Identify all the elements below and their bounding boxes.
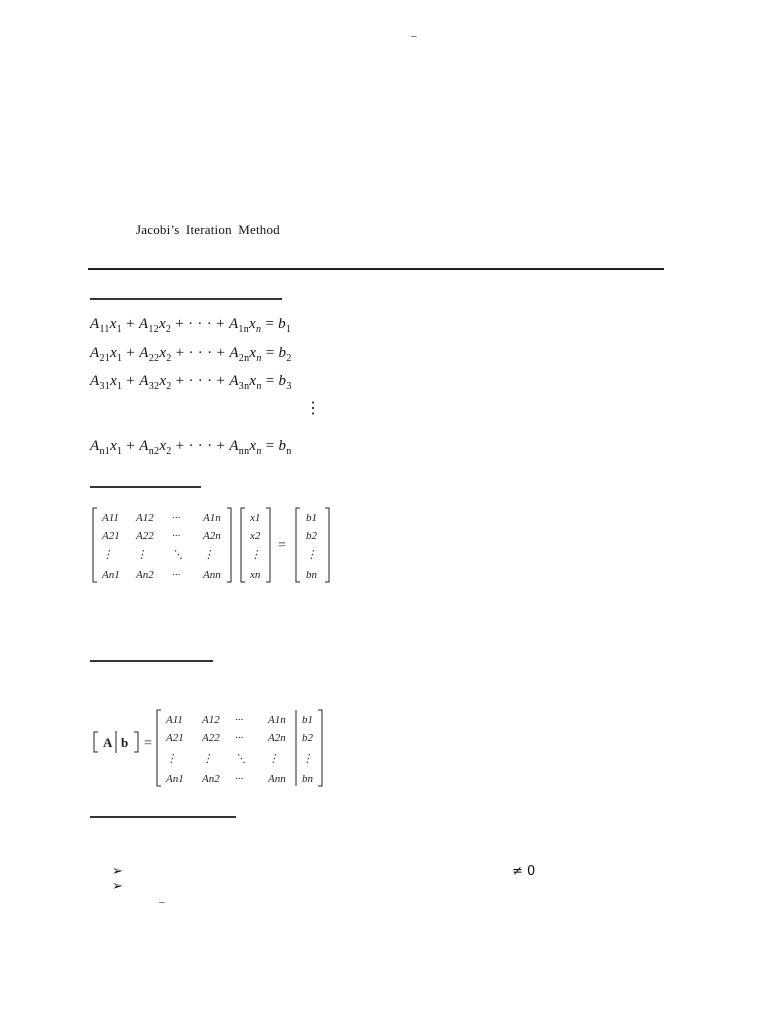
matrix-cell: A22 — [136, 530, 154, 542]
matrix-cell: ⋮ — [203, 549, 214, 561]
lhs-equals: = — [144, 736, 152, 751]
not-equal-zero: ≠ 0 — [512, 864, 536, 879]
x-vector-cell: x1 — [250, 512, 261, 524]
augmented-cell: A1n — [268, 714, 286, 726]
augmented-cell: A22 — [202, 732, 220, 744]
matrix-cell: ⋮ — [102, 549, 113, 561]
augmented-cell: ⋮ — [202, 753, 213, 765]
page-title: Jacobi’s Iteration Method — [136, 222, 280, 237]
augmented-cell: b2 — [302, 732, 313, 744]
matrix-cell: An1 — [102, 569, 120, 581]
aug-bracket-right — [318, 710, 322, 786]
equation-row-2: $A_{21}x_1 + A_{22}x_2$ + · · · + $A_{2n}x_n = b_2$ — [90, 345, 292, 364]
augmented-cell: A11 — [166, 714, 183, 726]
equation-row-1: $A_{11}x_1 + A_{12}x_2$ + · · · + $A_{1n}x_n = b_1$ — [90, 316, 292, 335]
section-underline-1 — [90, 298, 282, 300]
matrix-cell: A11 — [102, 512, 119, 524]
augmented-cell: A2n — [268, 732, 286, 744]
bracket-right — [227, 508, 231, 582]
bullet-arrow-icon-1: ➢ — [112, 864, 123, 879]
augmented-cell: An1 — [166, 773, 184, 785]
augmented-cell: An2 — [202, 773, 220, 785]
b-vector-cell: b2 — [306, 530, 317, 542]
bracket-left — [93, 508, 97, 582]
augmented-cell: ⋮ — [268, 753, 279, 765]
x-vector-cell: x2 — [250, 530, 261, 542]
x-vector-cell: ⋮ — [250, 549, 261, 561]
top-dash-mark: – — [411, 30, 417, 42]
lhs-bracket-right — [134, 732, 138, 752]
equals-sign: = — [278, 538, 286, 553]
matrix-cell: ··· — [172, 569, 181, 581]
augmented-cell: ··· — [235, 773, 244, 785]
aug-bracket-left — [157, 710, 161, 786]
x-vector-cell: xn — [250, 569, 261, 581]
matrix-cell: ··· — [172, 530, 181, 542]
augmented-cell: b1 — [302, 714, 313, 726]
augmented-matrix — [88, 706, 338, 792]
section-underline-4 — [90, 816, 236, 818]
augmented-cell: bn — [302, 773, 313, 785]
bottom-dash-mark: – — [159, 896, 165, 908]
section-underline-3 — [90, 660, 213, 662]
b-bracket-right — [325, 508, 329, 582]
augmented-cell: ··· — [235, 714, 244, 726]
lhs-b: b — [121, 735, 129, 750]
horizontal-rule — [88, 268, 664, 270]
equation-row-n: $A_{n1}x_1 + A_{n2}x_2$ + · · · + $A_{nn}x_n = b_n$ — [90, 438, 292, 457]
augmented-cell: ··· — [235, 732, 244, 744]
augmented-cell: ⋱ — [235, 753, 246, 765]
lhs-bracket-left — [94, 732, 98, 752]
augmented-cell: ⋮ — [166, 753, 177, 765]
augmented-cell: A21 — [166, 732, 184, 744]
matrix-cell: ⋮ — [136, 549, 147, 561]
b-vector-cell: ⋮ — [306, 549, 317, 561]
section-underline-2 — [90, 486, 201, 488]
augmented-cell: A12 — [202, 714, 220, 726]
matrix-equation — [88, 504, 338, 586]
matrix-cell: Ann — [203, 569, 221, 581]
matrix-cell: A21 — [102, 530, 120, 542]
augmented-cell: Ann — [268, 773, 286, 785]
bullet-arrow-icon-2: ➢ — [112, 879, 123, 894]
vertical-ellipsis: ⋮ — [305, 400, 321, 417]
b-vector-cell: bn — [306, 569, 317, 581]
lhs-A: A — [103, 735, 113, 750]
matrix-cell: ⋱ — [172, 549, 183, 561]
matrix-cell: A1n — [203, 512, 221, 524]
augmented-cell: ⋮ — [302, 753, 313, 765]
matrix-cell: ··· — [172, 512, 181, 524]
equation-row-3: $A_{31}x_1 + A_{32}x_2$ + · · · + $A_{3n}x_n = b_3$ — [90, 373, 292, 392]
b-bracket-left — [296, 508, 300, 582]
matrix-cell: A12 — [136, 512, 154, 524]
b-vector-cell: b1 — [306, 512, 317, 524]
matrix-cell: A2n — [203, 530, 221, 542]
matrix-cell: An2 — [136, 569, 154, 581]
x-bracket-right — [266, 508, 270, 582]
x-bracket-left — [241, 508, 245, 582]
